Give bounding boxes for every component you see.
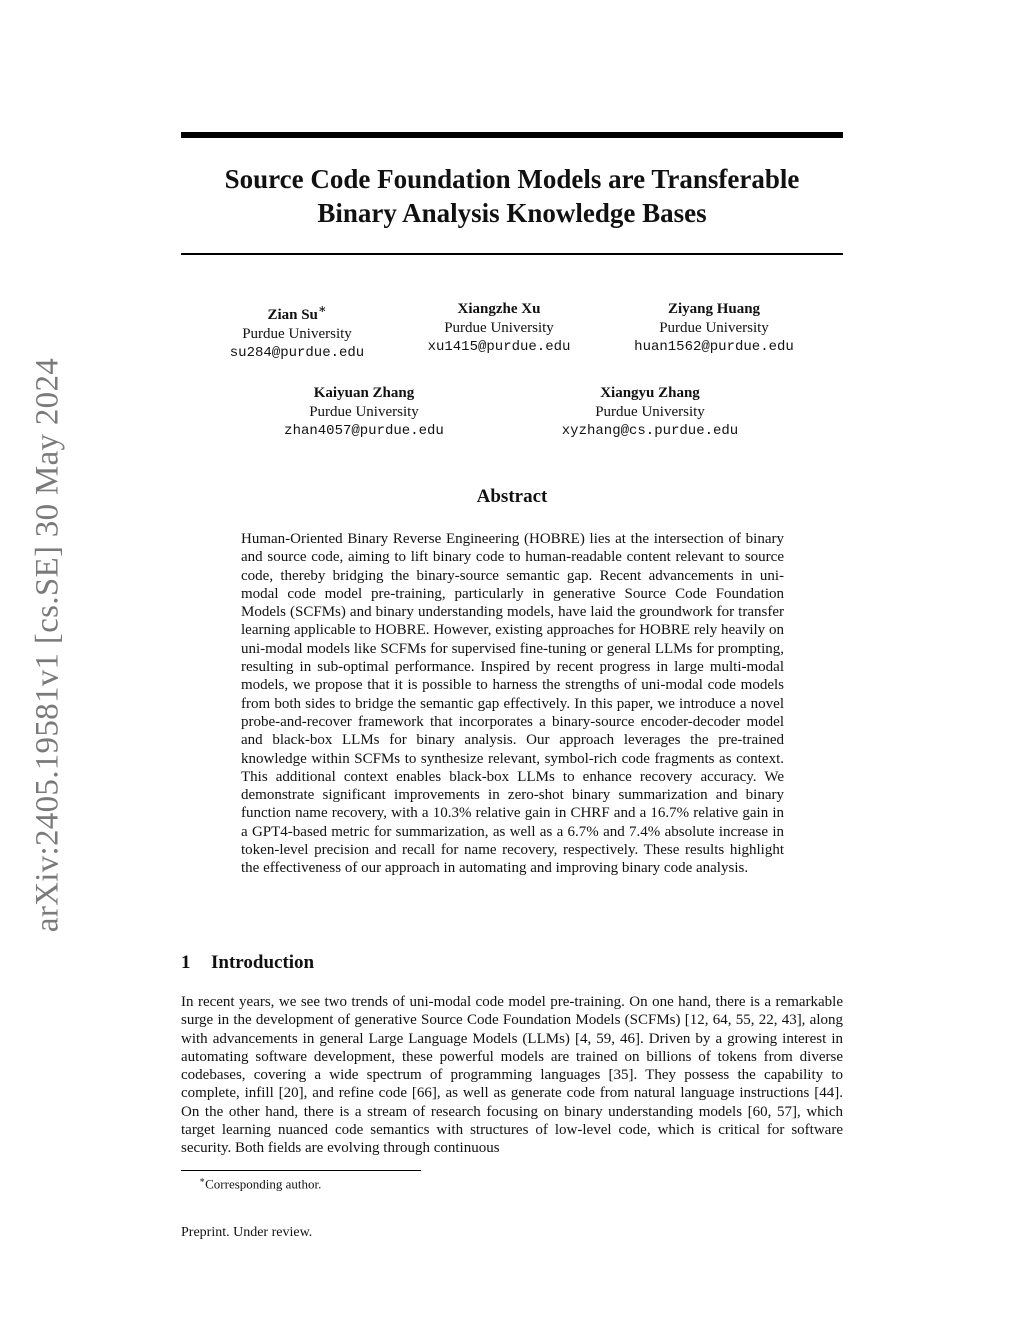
author-block <box>614 300 814 357</box>
author-email[interactable]: zhan4057@purdue.edu <box>284 423 444 439</box>
paper-title <box>181 162 843 230</box>
author-name: Xiangzhe Xu <box>457 301 541 317</box>
author-name: Zian Su∗ <box>267 302 327 323</box>
author-block <box>264 384 464 441</box>
author-name: Xiangyu Zhang <box>600 385 700 401</box>
introduction-body: In recent years, we see two trends of uni-modal code model pre-training. On one hand, there is a remarkable surge in the development of generative Source Code Foundation Models (SCFMs) [12, 64, 55, 22, 43], along with advancements in general Large Language Models (LLMs) [4, 59, 46]. Driven by a growing interest in automating software development, these powerful models are trained on billions of tokens from diverse codebases, covering a wide spectrum of programming languages [35]. They possess the capability to complete, infill [20], and refine code [66], as well as generate code from natural language instructions [44]. On the other hand, there is a stream of research focusing on binary understanding models [60, 57], which target learning nuanced code semantics with structures of low-level code, which is critical for software security. Both fields are evolving through continuous <box>181 994 843 1157</box>
abstract-heading: Abstract <box>476 486 548 507</box>
author-block <box>212 300 382 363</box>
title-line-2: Binary Analysis Knowledge Bases <box>317 198 707 228</box>
section-title: Introduction <box>211 952 315 973</box>
footnote-mark: ∗ <box>199 1175 206 1185</box>
section-number: 1 <box>181 952 191 973</box>
title-rule-bottom <box>181 253 843 255</box>
arxiv-identifier <box>28 350 68 940</box>
arxiv-identifier-text: arXiv:2405.19581v1 [cs.SE] 30 May 2024 <box>29 357 66 933</box>
footnote-rule <box>181 1170 421 1171</box>
footnote-text: Corresponding author. <box>205 1176 322 1192</box>
author-affiliation: Purdue University <box>595 404 705 420</box>
author-affiliation: Purdue University <box>242 326 352 342</box>
preprint-note: Preprint. Under review. <box>181 1225 313 1240</box>
abstract-body: Human-Oriented Binary Reverse Engineering (HOBRE) lies at the intersection of binary and source code, aiming to lift binary code to human-readable content relevant to source code, thereby bridging the binary-source semantic gap. Recent advancements in uni-modal code model pre-training, particularly in generative Source Code Foundation Models (SCFMs) and binary understanding models, have laid the groundwork for transfer learning applicable to HOBRE. However, existing approaches for HOBRE rely heavily on uni-modal models like SCFMs for supervised fine-tuning or general LLMs for prompting, resulting in sub-optimal performance. Inspired by recent progress in large multi-modal models, we propose that it is possible to harness the strengths of uni-modal code models from both sides to bridge the semantic gap effectively. In this paper, we introduce a novel probe-and-recover framework that incorporates a binary-source encoder-decoder model and black-box LLMs for binary analysis. Our approach leverages the pre-trained knowledge within SCFMs to synthesize relevant, symbol-rich code fragments as context. This additional context enables black-box LLMs to enhance recovery accuracy. We demonstrate significant improvements in zero-shot binary summarization and binary function name recovery, with a 10.3% relative gain in CHRF and a 16.7% relative gain in a GPT4-based metric for summarization, as well as a 6.7% and 7.4% absolute increase in token-level precision and recall for name recovery, respectively. These results highlight the effectiveness of our approach in automating and improving binary code analysis. <box>241 531 784 877</box>
author-email[interactable]: huan1562@purdue.edu <box>634 339 794 355</box>
footnote <box>199 1175 321 1192</box>
author-email[interactable]: xyzhang@cs.purdue.edu <box>561 423 739 439</box>
title-rule-top <box>181 132 843 138</box>
author-name: Kaiyuan Zhang <box>313 385 415 401</box>
author-block <box>414 300 584 357</box>
author-block <box>545 384 755 441</box>
author-name: Ziyang Huang <box>667 301 761 317</box>
author-affiliation: Purdue University <box>444 320 554 336</box>
author-email[interactable]: xu1415@purdue.edu <box>427 339 571 355</box>
author-affiliation: Purdue University <box>659 320 769 336</box>
author-affiliation: Purdue University <box>309 404 419 420</box>
title-line-1: Source Code Foundation Models are Transferable <box>224 164 800 194</box>
author-email[interactable]: su284@purdue.edu <box>229 345 365 361</box>
corresponding-mark: ∗ <box>317 302 327 316</box>
section-heading <box>181 952 314 974</box>
